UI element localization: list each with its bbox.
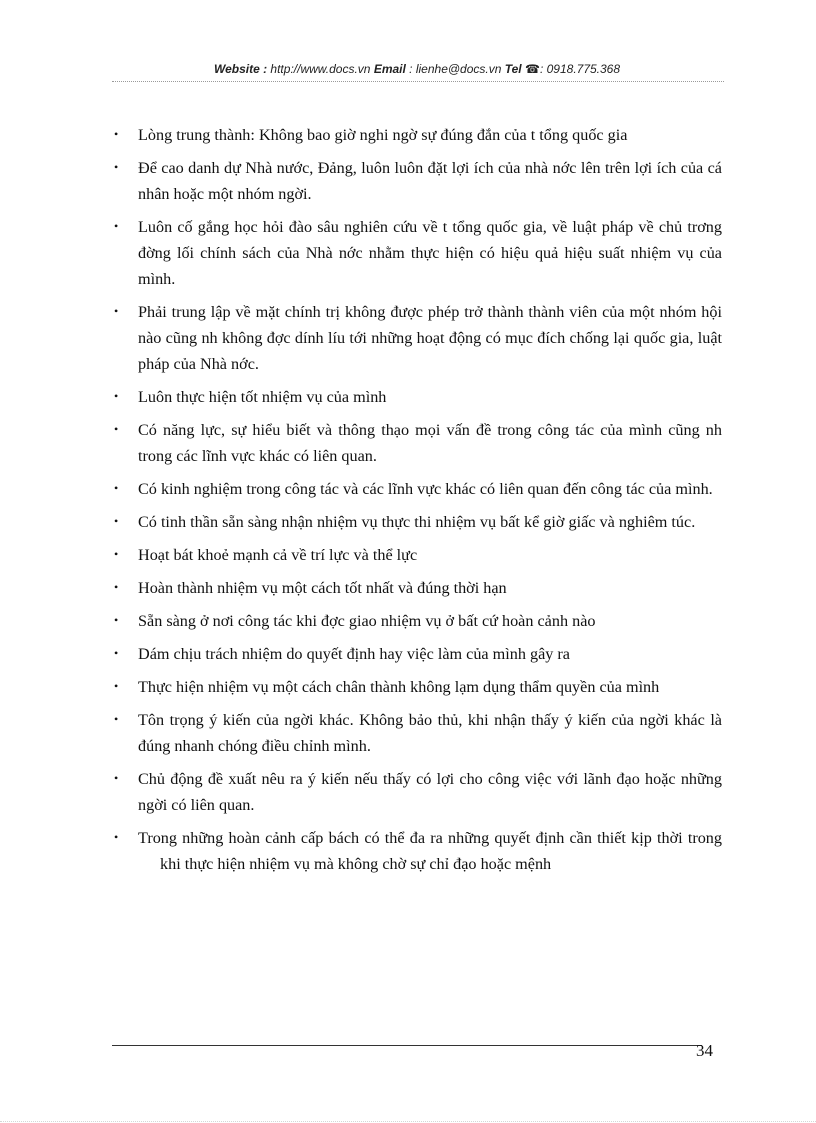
footer-divider xyxy=(112,1045,702,1046)
list-item xyxy=(112,575,722,601)
page-bottom-edge xyxy=(0,1121,816,1122)
bullet-icon: • xyxy=(114,127,119,141)
list-item-text: Thực hiện nhiệm vụ một cách chân thành không lạm dụng thẩm quyền của mình xyxy=(138,678,660,696)
website-value: http://www.docs.vn xyxy=(270,62,371,76)
bullet-icon: • xyxy=(114,514,119,528)
bullet-icon: • xyxy=(114,160,119,174)
list-item-text: Có kinh nghiệm trong công tác và các lĩnh vực khác có liên quan đến công tác của mình. xyxy=(138,480,713,498)
list-item xyxy=(112,608,722,634)
list-item-text: Dám chịu trách nhiệm do quyết định hay việc làm của mình gây ra xyxy=(138,645,570,663)
bullet-icon: • xyxy=(114,422,119,436)
list-item-text: Luôn cố gắng học hỏi đào sâu nghiên cứu về t tổng quốc gia, về luật pháp về chủ trơng đờng lối chính sách của Nhà nớc nhằm thực hiện có hiệu quả hiệu suất nhiệm vụ của mình. xyxy=(138,218,722,288)
list-item xyxy=(112,476,722,502)
bullet-icon: • xyxy=(114,580,119,594)
list-item-text: Lòng trung thành: Không bao giờ nghi ngờ sự đúng đắn của t tổng quốc gia xyxy=(138,126,628,144)
bullet-icon: • xyxy=(114,830,119,844)
list-item xyxy=(112,707,722,759)
list-item xyxy=(112,299,722,377)
bullet-icon: • xyxy=(114,771,119,785)
bullet-icon: • xyxy=(114,613,119,627)
header-divider xyxy=(112,81,724,82)
list-item xyxy=(112,384,722,410)
list-item-text: Hoàn thành nhiệm vụ một cách tốt nhất và đúng thời hạn xyxy=(138,579,507,597)
page-number: 34 xyxy=(696,1041,713,1060)
list-item xyxy=(112,155,722,207)
bullet-icon: • xyxy=(114,646,119,660)
list-item-text: Trong những hoàn cảnh cấp bách có thể đa ra những quyết định cần thiết kịp thời trong khi thực hiện nhiệm vụ mà không chờ sự chỉ đạo hoặc mệnh xyxy=(138,829,722,873)
list-item xyxy=(112,214,722,292)
page-header xyxy=(112,62,722,76)
bullet-icon: • xyxy=(114,219,119,233)
list-item-text: Sẵn sàng ở nơi công tác khi đợc giao nhiệm vụ ở bất cứ hoàn cảnh nào xyxy=(138,612,596,630)
list-item-text: Phải trung lập về mặt chính trị không được phép trở thành thành viên của một nhóm hội nào cũng nh không đợc dính líu tới những hoạt động có mục đích chống lại quốc gia, luật pháp của Nhà nớc. xyxy=(138,303,722,373)
email-value: : lienhe@docs.vn xyxy=(409,62,502,76)
tel-label: Tel xyxy=(504,62,522,76)
list-item xyxy=(112,122,722,148)
list-item-text: Có tinh thần sẵn sàng nhận nhiệm vụ thực thi nhiệm vụ bất kể giờ giấc và nghiêm túc. xyxy=(138,513,696,531)
list-item xyxy=(112,766,722,818)
list-item-text: Hoạt bát khoẻ mạnh cả về trí lực và thể lực xyxy=(138,546,418,564)
list-item-text: Tôn trọng ý kiến của ngời khác. Không bảo thủ, khi nhận thấy ý kiến của ngời khác là đúng nhanh chóng điều chỉnh mình. xyxy=(138,711,722,755)
bullet-icon: • xyxy=(114,481,119,495)
telephone-icon: ☎ xyxy=(525,62,540,76)
list-item-text: Luôn thực hiện tốt nhiệm vụ của mình xyxy=(138,388,387,406)
bullet-icon: • xyxy=(114,389,119,403)
bullet-icon: • xyxy=(114,712,119,726)
list-item-text: Để cao danh dự Nhà nước, Đảng, luôn luôn đặt lợi ích của nhà nớc lên trên lợi ích của cá nhân hoặc một nhóm ngời. xyxy=(138,159,722,203)
list-item xyxy=(112,825,722,877)
bullet-list xyxy=(112,122,722,884)
list-item xyxy=(112,674,722,700)
list-item-text: Chủ động đề xuất nêu ra ý kiến nếu thấy có lợi cho công việc với lãnh đạo hoặc những ngời có liên quan. xyxy=(138,770,722,814)
list-item xyxy=(112,509,722,535)
website-label: Website : xyxy=(213,62,268,76)
tel-value: : 0918.775.368 xyxy=(539,62,621,76)
bullet-icon: • xyxy=(114,679,119,693)
list-item xyxy=(112,641,722,667)
list-item xyxy=(112,542,722,568)
list-item-text: Có năng lực, sự hiểu biết và thông thạo mọi vấn đề trong công tác của mình cũng nh trong các lĩnh vực khác có liên quan. xyxy=(138,421,722,465)
list-item xyxy=(112,417,722,469)
bullet-icon: • xyxy=(114,304,119,318)
email-label: Email xyxy=(373,62,406,76)
bullet-icon: • xyxy=(114,547,119,561)
